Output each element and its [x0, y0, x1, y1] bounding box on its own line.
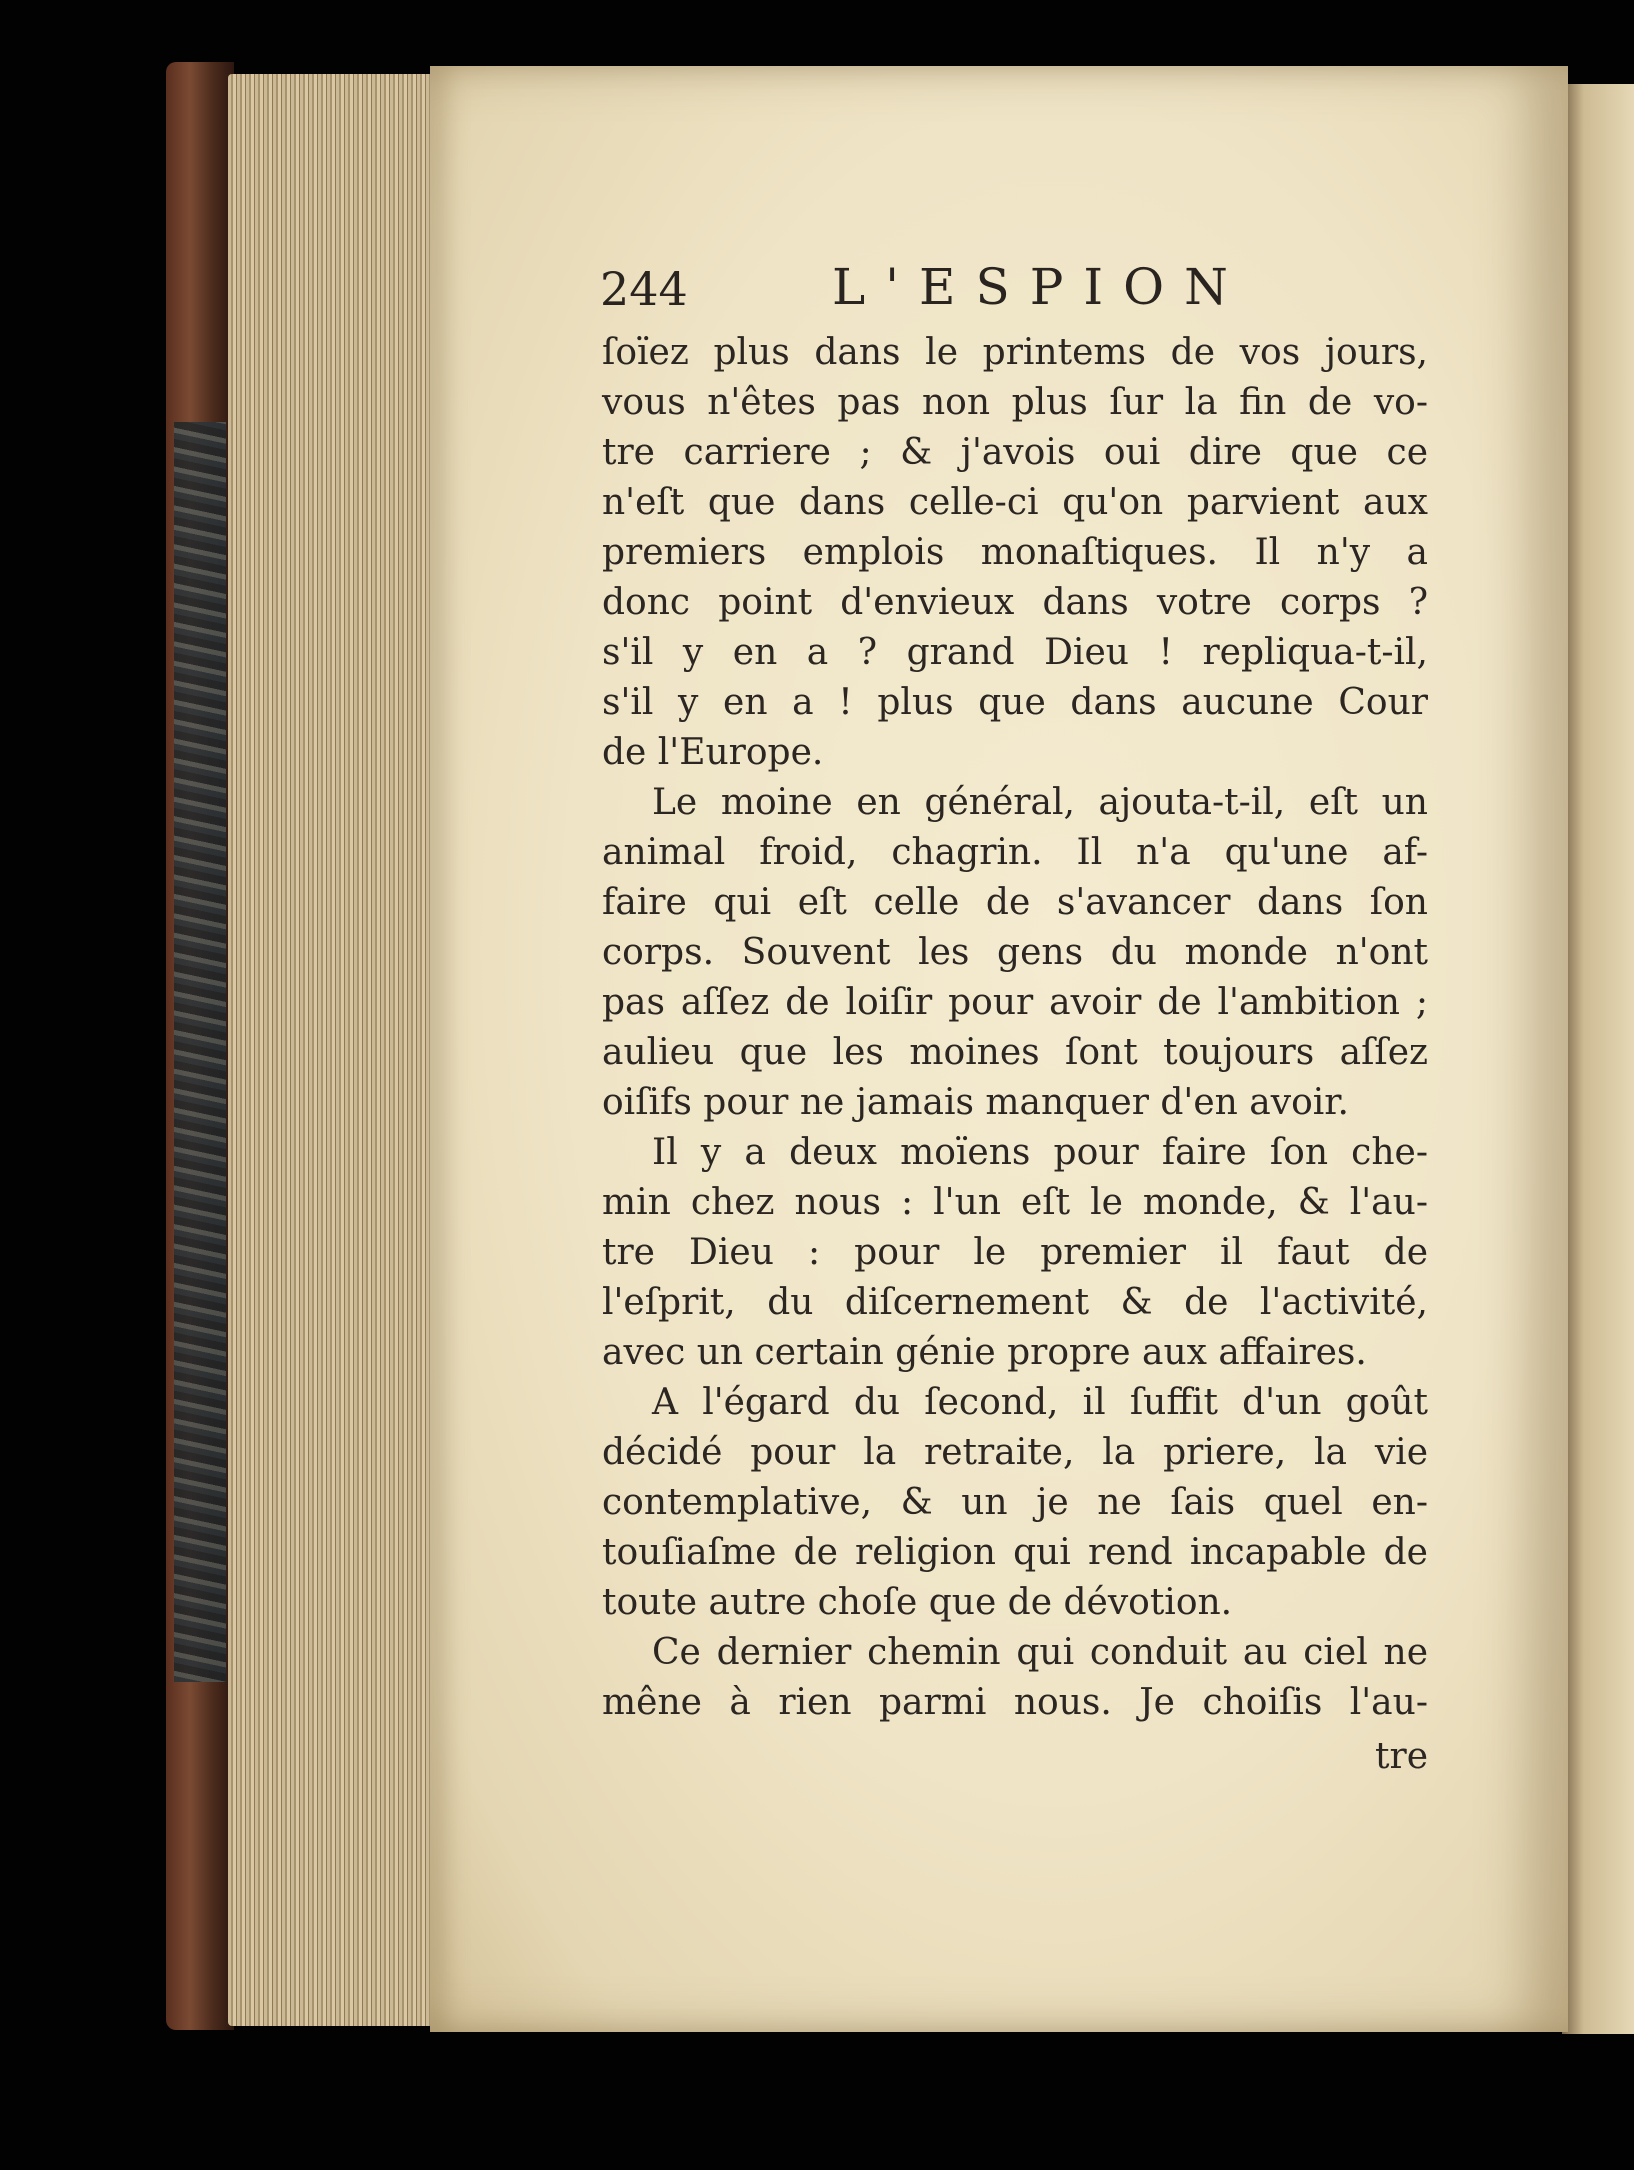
text-line: de l'Europe.: [602, 732, 824, 773]
text-line: l'eſprit, du diſcernement & de l'activité,: [602, 1282, 1428, 1323]
text-line: tre carriere ; & j'avois oui dire que ce: [602, 432, 1428, 473]
facing-page-edge: [1562, 84, 1634, 2034]
text-line: contemplative, & un je ne ſais quel en-: [602, 1482, 1428, 1523]
text-line: animal froid, chagrin. Il n'a qu'une af-: [602, 832, 1428, 873]
text-line: premiers emplois monaſtiques. Il n'y a: [602, 532, 1428, 573]
text-line: aulieu que les moines ſont toujours aſſez: [602, 1032, 1428, 1073]
text-line: décidé pour la retraite, la priere, la vie: [602, 1432, 1428, 1473]
text-line: oiſifs pour ne jamais manquer d'en avoir.: [602, 1082, 1349, 1123]
text-line: vous n'êtes pas non plus ſur la fin de vo-: [602, 382, 1428, 423]
text-line: Il y a deux moïens pour faire ſon che-: [652, 1132, 1428, 1173]
text-line: ſoïez plus dans le printems de vos jours,: [602, 332, 1428, 373]
text-line: s'il y en a ! plus que dans aucune Cour: [602, 682, 1428, 723]
text-line: faire qui eſt celle de s'avancer dans ſon: [602, 882, 1428, 923]
text-line: A l'égard du ſecond, il ſuffit d'un goût: [652, 1382, 1428, 1423]
text-line: Le moine en général, ajouta-t-il, eſt un: [652, 782, 1428, 823]
text-line: donc point d'envieux dans votre corps ?: [602, 582, 1428, 623]
catchword: tre: [1375, 1736, 1428, 1777]
text-line: n'eſt que dans celle-ci qu'on parvient aux: [602, 482, 1428, 523]
text-line: tre Dieu : pour le premier il faut de: [602, 1232, 1428, 1273]
text-line: toute autre choſe que de dévotion.: [602, 1582, 1233, 1623]
marbled-board: [174, 422, 226, 1682]
page-edges: [228, 74, 433, 2026]
text-line: min chez nous : l'un eſt le monde, & l'au-: [602, 1182, 1428, 1223]
page-header: [600, 258, 1320, 328]
text-line: corps. Souvent les gens du monde n'ont: [602, 932, 1428, 973]
text-line: pas aſſez de loiſir pour avoir de l'ambition ;: [602, 982, 1428, 1023]
leather-cover: [166, 62, 234, 2030]
page-number: 244: [600, 262, 688, 316]
running-head: L'ESPION: [832, 258, 1248, 316]
text-line: Ce dernier chemin qui conduit au ciel ne: [652, 1632, 1428, 1673]
text-line: s'il y en a ? grand Dieu ! repliqua-t-il,: [602, 632, 1428, 673]
text-line: touſiaſme de religion qui rend incapable de: [602, 1532, 1428, 1573]
body-text: [602, 328, 1428, 1728]
text-line: avec un certain génie propre aux affaires.: [602, 1332, 1367, 1373]
text-line: mêne à rien parmi nous. Je choiſis l'au-: [602, 1682, 1428, 1723]
